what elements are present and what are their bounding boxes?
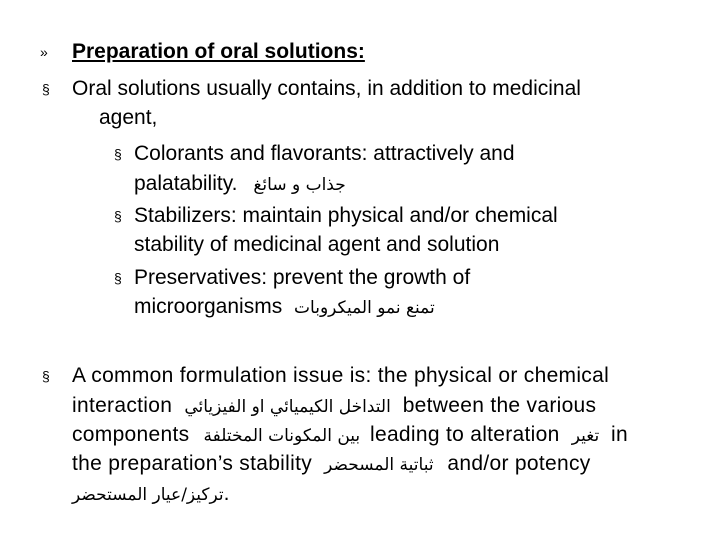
issue-arabic-potency: تركيز/عيار المستحضر [72,485,224,505]
preservatives-line-1: Preservatives: prevent the growth of [134,266,471,289]
issue-line-5-period: . [223,482,230,505]
colorants-line-1: Colorants and flavorants: attractively and [134,142,515,165]
intro-line-1: Oral solutions usually contains, in addition to medicinal [72,77,581,100]
square-bullet-icon: § [114,208,122,224]
issue-line-4 [72,452,591,477]
issue-line-3-en-3: in [611,423,628,446]
stabilizers-line-2: stability of medicinal agent and solution [134,233,500,256]
preservatives-line-2-en: microorganisms [134,295,283,318]
square-bullet-icon: § [42,368,50,384]
issue-line-3-en-1: components [72,423,190,446]
issue-line-2-en-2: between the various [402,394,597,417]
stabilizers-line-1: Stabilizers: maintain physical and/or chemical [134,204,558,227]
issue-arabic-stability: ثباتية المسحضر [324,455,434,475]
issue-line-3-en-2: leading to alteration [370,423,560,446]
issue-arabic-components: بين المكونات المختلفة [203,426,361,446]
issue-line-4-en-2: and/or potency [447,452,591,475]
issue-line-2 [72,394,596,419]
issue-arabic-interaction: التداخل الكيميائي او الفيزيائي [184,397,391,417]
issue-arabic-alteration: تغير [571,426,600,446]
colorants-line-2-en: palatability. [134,172,238,195]
colorants-line-2 [134,172,346,197]
colorants-arabic-gloss: جذاب و سائغ [253,175,346,195]
issue-line-1: A common formulation issue is: the physical or chemical [72,364,610,387]
square-bullet-icon: § [114,270,122,286]
chevron-bullet-icon: » [40,44,48,60]
issue-line-3 [72,423,628,448]
issue-line-2-en-1: interaction [72,394,173,417]
preservatives-line-2 [134,295,435,320]
issue-line-5 [72,482,229,507]
square-bullet-icon: § [114,146,122,162]
section-heading: Preparation of oral solutions: [72,40,365,63]
preservatives-arabic-gloss: تمنع نمو الميكروبات [294,298,435,318]
square-bullet-icon: § [42,81,50,97]
intro-line-2: agent, [99,106,158,129]
issue-line-4-en-1: the preparation’s stability [72,452,313,475]
